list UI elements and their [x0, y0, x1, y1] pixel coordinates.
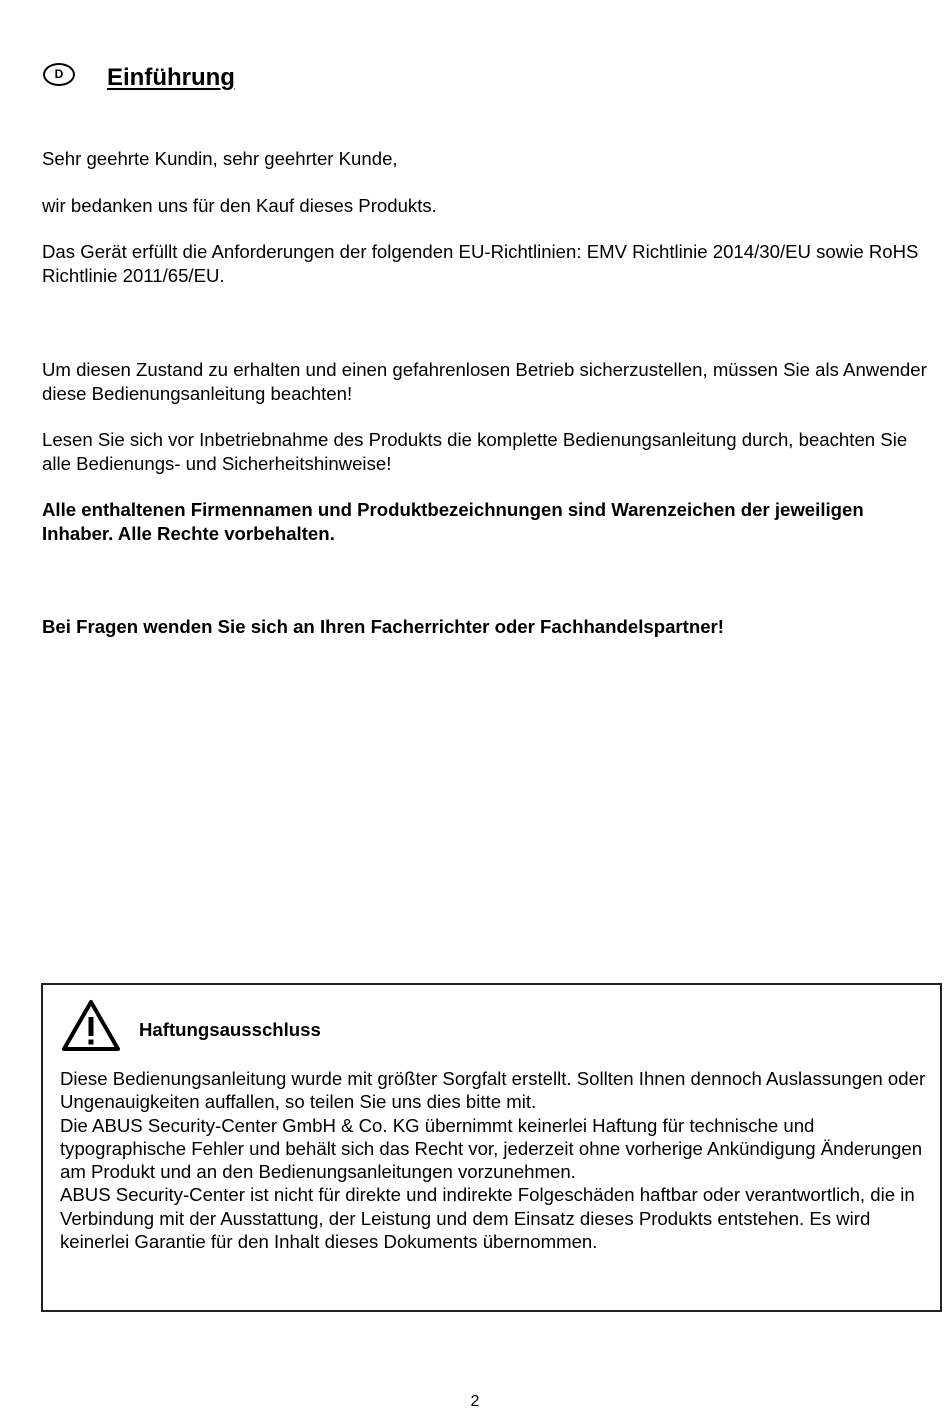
disclaimer-box [41, 983, 942, 1312]
read-manual-paragraph: Lesen Sie sich vor Inbetriebnahme des Produkts die komplette Bedienungsanleitung durch, beachten Sie alle Bedienungs- und Sicherheitshinweise! [42, 429, 908, 474]
thanks-paragraph: wir bedanken uns für den Kauf dieses Produkts. [42, 195, 437, 216]
language-badge: D [43, 63, 75, 86]
disclaimer-title: Haftungsausschluss [139, 1019, 321, 1040]
disclaimer-text [60, 1067, 930, 1253]
greeting-paragraph: Sehr geehrte Kundin, sehr geehrter Kunde, [42, 148, 398, 169]
page-title: Einführung [107, 64, 235, 91]
safe-operation-paragraph: Um diesen Zustand zu erhalten und einen gefahrenlosen Betrieb sicherzustellen, müssen Sie als Anwender diese Bedienungsanleitung beachten! [42, 359, 927, 404]
disclaimer-line: Die ABUS Security-Center GmbH & Co. KG übernimmt keinerlei Haftung für technische und typographische Fehler und behält sich das Recht vor, jederzeit ohne vorherige Ankündigung Änderungen am Produkt und an den Bedienungsanleitungen vorzunehmen. [60, 1114, 923, 1183]
trademarks-paragraph: Alle enthaltenen Firmennamen und Produktbezeichnungen sind Warenzeichen der jeweiligen Inhaber. Alle Rechte vorbehalten. [42, 499, 864, 544]
page-number: 2 [470, 1393, 480, 1410]
disclaimer-line: Diese Bedienungsanleitung wurde mit größter Sorgfalt erstellt. Sollten Ihnen dennoch Auslassungen oder Ungenauigkeiten auffallen, so teilen Sie uns dies bitte mit. [60, 1068, 926, 1113]
disclaimer-line: ABUS Security-Center ist nicht für direkte und indirekte Folgeschäden haftbar oder verantwortlich, die in Verbindung mit der Ausstattung, der Leistung und dem Einsatz dieses Produkts entstehen. Es wird keinerlei Garantie für den Inhalt dieses Dokuments übernommen. [60, 1184, 915, 1253]
warning-triangle-icon [61, 998, 121, 1052]
directives-paragraph: Das Gerät erfüllt die Anforderungen der folgenden EU-Richtlinien: EMV Richtlinie 2014/30/EU sowie RoHS Richtlinie 2011/65/EU. [42, 241, 919, 286]
questions-paragraph: Bei Fragen wenden Sie sich an Ihren Facherrichter oder Fachhandelspartner! [42, 616, 724, 637]
